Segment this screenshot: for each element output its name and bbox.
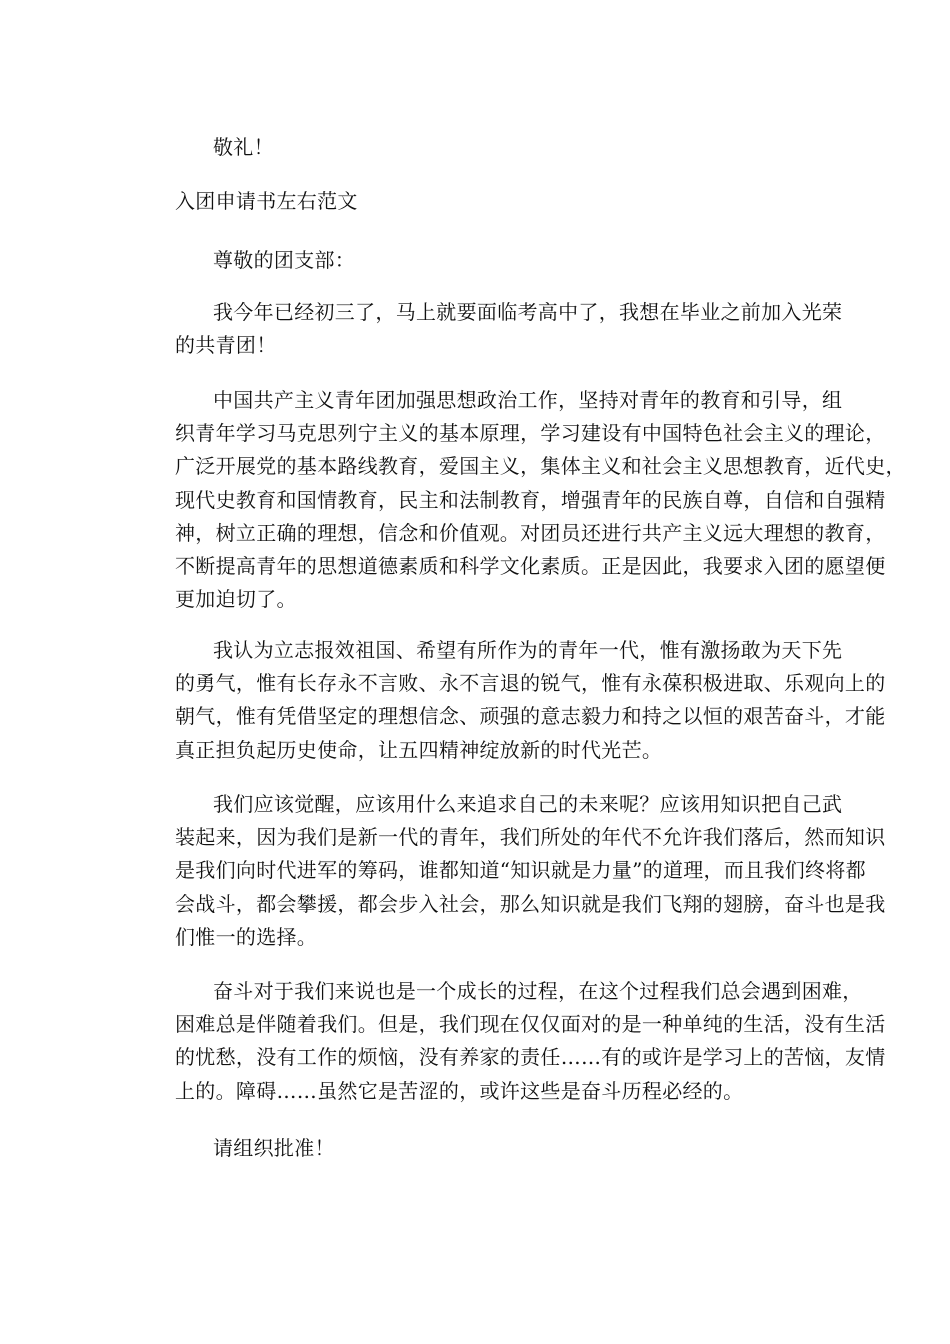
paragraph-line: 上的。障碍……虽然它是苦涩的，或许这些是奋斗历程必经的。	[175, 1078, 744, 1103]
final-request-text: 请组织批准！	[213, 1136, 335, 1160]
paragraph-3	[175, 634, 886, 767]
paragraph-line: 更加迫切了。	[175, 587, 297, 612]
paragraph-line: 织青年学习马克思列宁主义的基本原理，学习建设有中国特色社会主义的理论，	[175, 421, 886, 446]
final-request-line	[213, 1132, 868, 1165]
paragraph-line: 真正担负起历史使命，让五四精神绽放新的时代光芒。	[175, 737, 663, 762]
paragraph-1	[175, 296, 843, 362]
paragraph-line: 不断提高青年的思想道德素质和科学文化素质。正是因此，我要求入团的愿望便	[175, 553, 886, 578]
salutation-text: 尊敬的团支部：	[213, 248, 356, 272]
paragraph-line: 神，树立正确的理想，信念和价值观。对团员还进行共产主义远大理想的教育，	[175, 520, 886, 545]
salutation-line	[213, 244, 868, 277]
heading-text: 入团申请书左右范文	[175, 189, 358, 213]
paragraph-line: 们惟一的选择。	[175, 924, 318, 949]
paragraph-line: 中国共产主义青年团加强思想政治工作，坚持对青年的教育和引导，组	[213, 388, 843, 412]
paragraph-line: 广泛开展党的基本路线教育，爱国主义，集体主义和社会主义思想教育，近代史，	[175, 454, 906, 479]
paragraph-line: 我今年已经初三了，马上就要面临考高中了，我想在毕业之前加入光荣	[213, 300, 843, 324]
paragraph-4	[175, 788, 886, 954]
paragraph-2	[175, 384, 906, 616]
paragraph-5	[175, 975, 886, 1108]
paragraph-line: 的共青团！	[175, 333, 277, 358]
paragraph-line: 现代史教育和国情教育，民主和法制教育，增强青年的民族自尊，自信和自强精	[175, 487, 886, 512]
paragraph-line: 我认为立志报效祖国、希望有所作为的青年一代，惟有激扬敢为天下先	[213, 638, 843, 662]
closing-line	[213, 131, 868, 164]
document-heading	[175, 185, 830, 218]
paragraph-line: 困难总是伴随着我们。但是，我们现在仅仅面对的是一种单纯的生活，没有生活	[175, 1012, 886, 1037]
paragraph-line: 朝气，惟有凭借坚定的理想信念、顽强的意志毅力和持之以恒的艰苦奋斗，才能	[175, 704, 886, 729]
paragraph-line: 会战斗，都会攀援，都会步入社会，那么知识就是我们飞翔的翅膀，奋斗也是我	[175, 891, 886, 916]
paragraph-line: 的忧愁，没有工作的烦恼，没有养家的责任……有的或许是学习上的苦恼，友情	[175, 1045, 886, 1070]
closing-text: 敬礼！	[213, 135, 274, 159]
paragraph-line: 我们应该觉醒，应该用什么来追求自己的未来呢？应该用知识把自己武	[213, 792, 843, 816]
paragraph-line: 是我们向时代进军的筹码，谁都知道“知识就是力量”的道理，而且我们终将都	[175, 858, 866, 883]
paragraph-line: 装起来，因为我们是新一代的青年，我们所处的年代不允许我们落后，然而知识	[175, 825, 886, 850]
paragraph-line: 奋斗对于我们来说也是一个成长的过程，在这个过程我们总会遇到困难，	[213, 979, 863, 1003]
paragraph-line: 的勇气，惟有长存永不言败、永不言退的锐气，惟有永葆积极进取、乐观向上的	[175, 671, 886, 696]
